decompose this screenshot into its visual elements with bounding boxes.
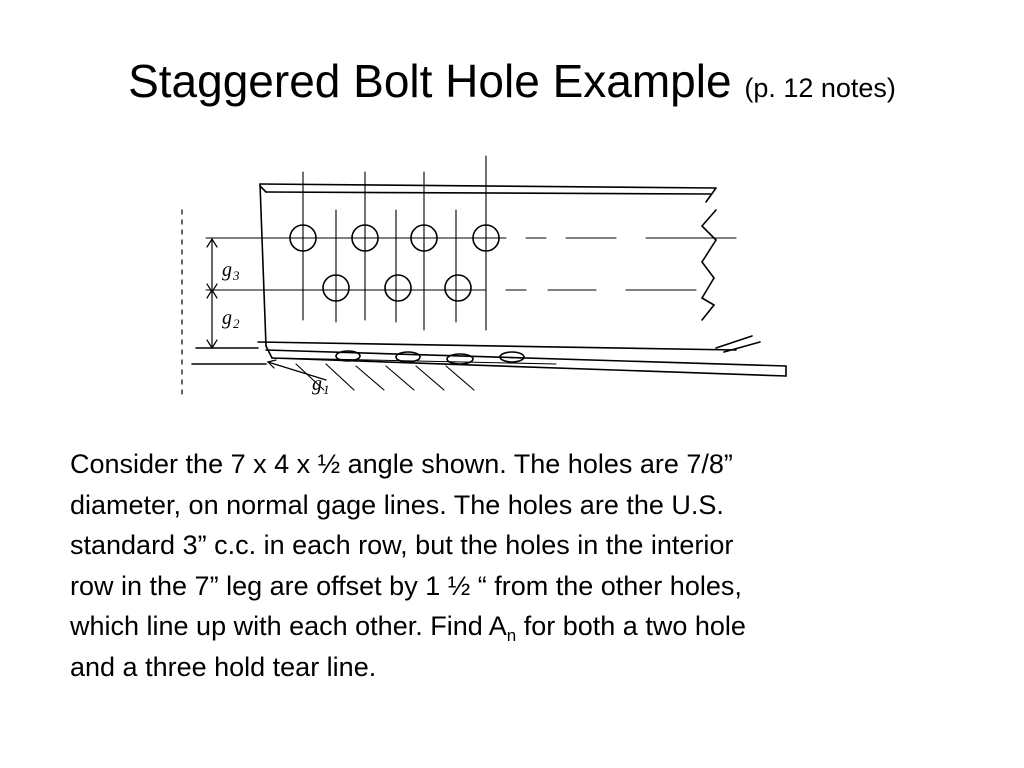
text-line: row in the 7” leg are offset by 1 ½ “ from the other holes, xyxy=(70,570,742,601)
text-line: standard 3” c.c. in each row, but the holes in the interior xyxy=(70,530,734,560)
text-line: diameter, on normal gage lines. The holes are the U.S. xyxy=(70,489,724,520)
label-g2-sub: 2 xyxy=(233,316,240,331)
label-g2: g xyxy=(222,307,232,329)
label-g3: g xyxy=(222,259,232,281)
text-fragment: which line up with each other. Find A xyxy=(70,611,507,641)
interior-row-holes xyxy=(323,275,471,301)
text-line: Consider the 7 x 4 x ½ angle shown. The holes are 7/8” xyxy=(70,449,733,479)
angle-drawing xyxy=(176,150,806,410)
angle-bolt-hole-figure xyxy=(176,150,806,410)
bolt-hole xyxy=(385,275,411,301)
gage-labels xyxy=(222,259,330,397)
label-g1-sub: 1 xyxy=(323,382,330,397)
subscript-n: n xyxy=(506,626,517,645)
title-subtitle: (p. 12 notes) xyxy=(744,73,896,103)
text-fragment: for both a two hole xyxy=(516,611,746,641)
label-g1: g xyxy=(312,373,322,395)
label-g3-sub: 3 xyxy=(233,268,240,283)
text-line xyxy=(70,606,970,647)
text-line: and a three hold tear line. xyxy=(70,651,377,682)
bolt-hole xyxy=(445,275,471,301)
angle-vertical-leg xyxy=(260,184,716,346)
slide-title xyxy=(0,52,1024,117)
angle-horizontal-leg xyxy=(192,336,786,376)
pitch-lines xyxy=(303,156,486,330)
problem-statement xyxy=(70,444,970,687)
title-main: Staggered Bolt Hole Example xyxy=(128,55,732,107)
